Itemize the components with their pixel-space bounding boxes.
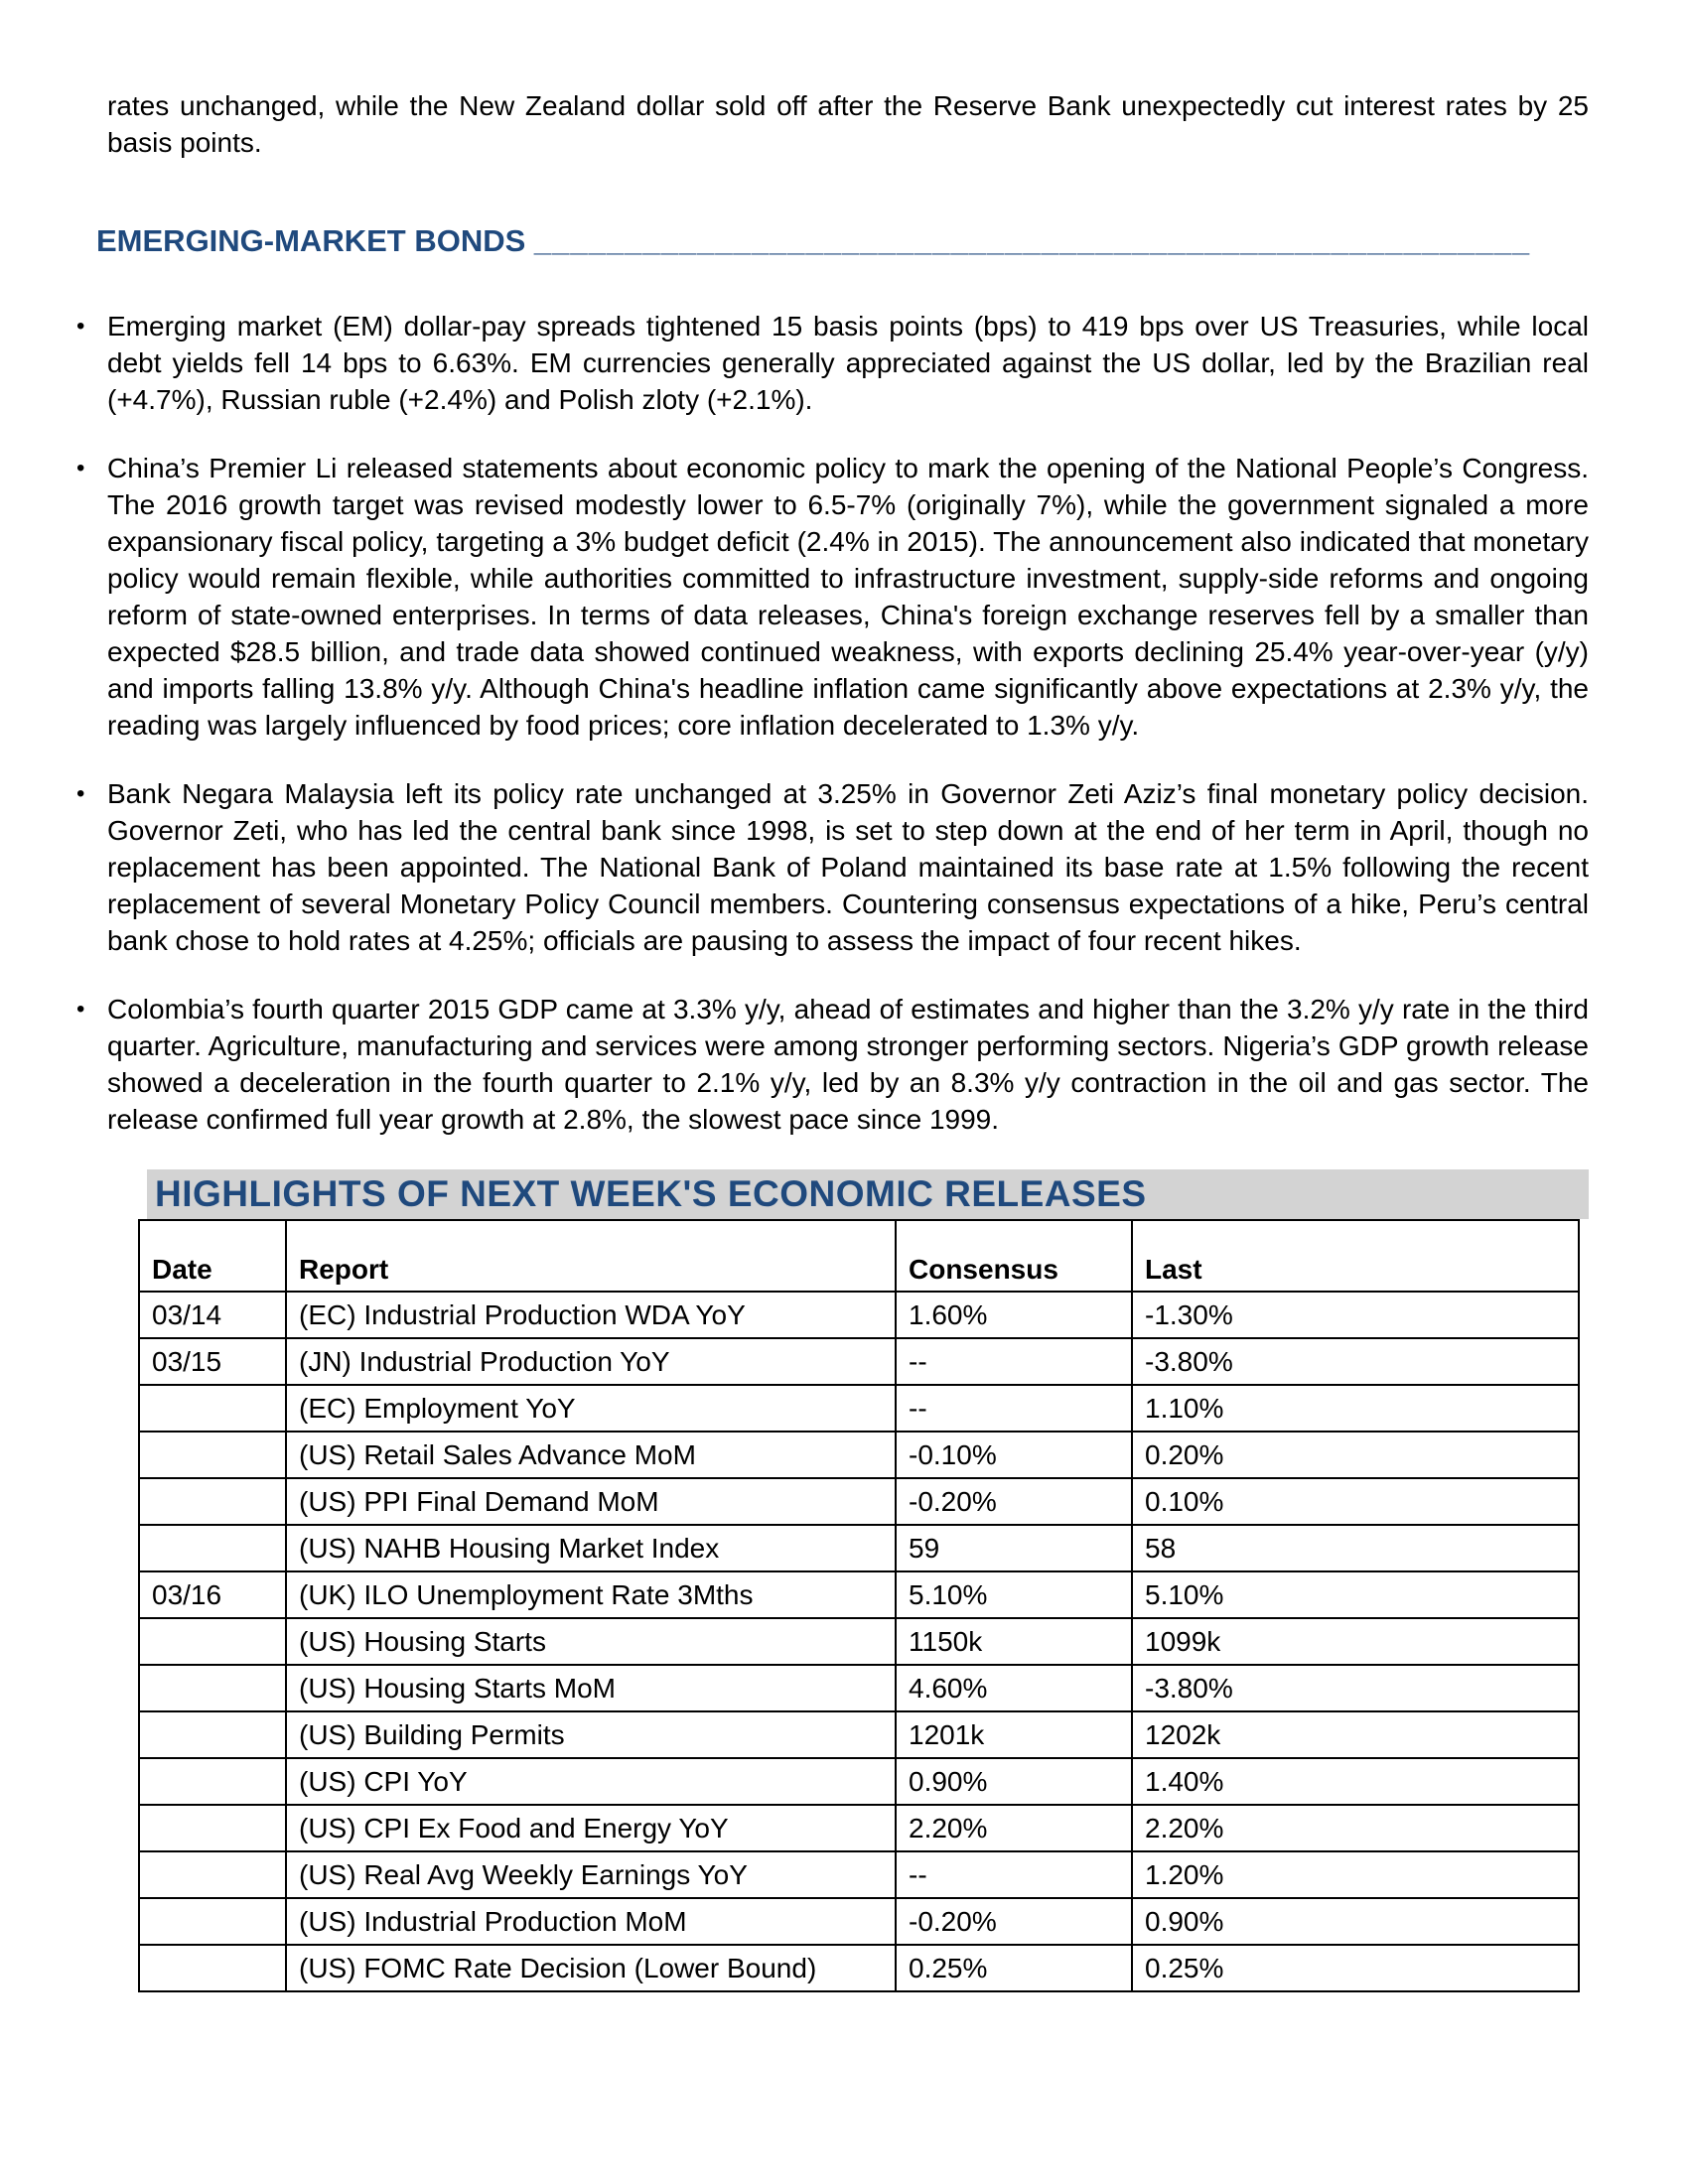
economic-releases-section — [107, 1169, 1589, 1992]
cell-consensus: 1.60% — [896, 1292, 1132, 1338]
column-header-last: Last — [1132, 1220, 1579, 1292]
section-heading — [96, 218, 1589, 264]
bullet-marker: • — [76, 996, 85, 1023]
cell-consensus: -- — [896, 1385, 1132, 1432]
cell-last: 1.20% — [1132, 1851, 1579, 1898]
table-row — [139, 1385, 1579, 1432]
intro-paragraph: rates unchanged, while the New Zealand dollar sold off after the Reserve Bank unexpectedly cut interest rates by 25 basis points. — [107, 90, 1589, 158]
cell-date: 03/16 — [139, 1571, 286, 1618]
cell-date: 03/14 — [139, 1292, 286, 1338]
column-header-report: Report — [286, 1220, 896, 1292]
cell-date: 03/15 — [139, 1338, 286, 1385]
table-row — [139, 1758, 1579, 1805]
cell-report: (EC) Industrial Production WDA YoY — [286, 1292, 896, 1338]
cell-last: 0.25% — [1132, 1945, 1579, 1991]
bullet-list — [76, 308, 1589, 1138]
bullet-item — [76, 450, 1589, 744]
cell-consensus: -0.20% — [896, 1898, 1132, 1945]
cell-report: (US) PPI Final Demand MoM — [286, 1478, 896, 1525]
cell-last: 0.10% — [1132, 1478, 1579, 1525]
table-row — [139, 1478, 1579, 1525]
table-row — [139, 1292, 1579, 1338]
cell-date — [139, 1525, 286, 1571]
cell-report: (US) Real Avg Weekly Earnings YoY — [286, 1851, 896, 1898]
cell-consensus: 4.60% — [896, 1665, 1132, 1711]
table-header-row — [139, 1220, 1579, 1292]
table-row — [139, 1618, 1579, 1665]
cell-date — [139, 1385, 286, 1432]
table-body — [139, 1292, 1579, 1991]
cell-consensus: 5.10% — [896, 1571, 1132, 1618]
cell-last: 1.40% — [1132, 1758, 1579, 1805]
cell-date — [139, 1805, 286, 1851]
cell-date — [139, 1432, 286, 1478]
cell-consensus: 1150k — [896, 1618, 1132, 1665]
cell-last: 2.20% — [1132, 1805, 1579, 1851]
cell-consensus: 59 — [896, 1525, 1132, 1571]
cell-last: 0.90% — [1132, 1898, 1579, 1945]
cell-report: (US) FOMC Rate Decision (Lower Bound) — [286, 1945, 896, 1991]
bullet-text-china: China’s Premier Li released statements about economic policy to mark the opening of the National People’s Congress. The 2016 growth target was revised modestly lower to 6.5-7% (originally 7%), while the government signaled a more expansionary fiscal policy, targeting a 3% budget deficit (2.4% in 2015). The announcement also indicated that monetary policy would remain flexible, while authorities committed to infrastructure investment, supply-side reforms and ongoing reform of state-owned enterprises. In terms of data releases, China's foreign exchange reserves fell by a smaller than expected $28.5 billion, and trade data showed continued weakness, with exports declining 25.4% year-over-year (y/y) and imports falling 13.8% y/y. Although China's headline inflation came significantly above expectations at 2.3% y/y, the reading was largely influenced by food prices; core inflation decelerated to 1.3% y/y. — [107, 453, 1589, 741]
cell-last: -3.80% — [1132, 1338, 1579, 1385]
cell-date — [139, 1478, 286, 1525]
cell-date — [139, 1945, 286, 1991]
table-row — [139, 1851, 1579, 1898]
bullet-marker: • — [76, 780, 85, 807]
table-row — [139, 1220, 1579, 1292]
cell-last: -1.30% — [1132, 1292, 1579, 1338]
cell-consensus: 0.90% — [896, 1758, 1132, 1805]
cell-report: (UK) ILO Unemployment Rate 3Mths — [286, 1571, 896, 1618]
table-row — [139, 1571, 1579, 1618]
section-heading-rule: _______________________________________________________ — [533, 223, 1531, 258]
cell-consensus: 2.20% — [896, 1805, 1132, 1851]
cell-report: (US) Industrial Production MoM — [286, 1898, 896, 1945]
cell-report: (JN) Industrial Production YoY — [286, 1338, 896, 1385]
economic-releases-table — [138, 1219, 1580, 1992]
table-row — [139, 1338, 1579, 1385]
cell-report: (US) CPI YoY — [286, 1758, 896, 1805]
bullet-marker: • — [76, 313, 85, 340]
cell-date — [139, 1618, 286, 1665]
cell-last: 5.10% — [1132, 1571, 1579, 1618]
cell-date — [139, 1665, 286, 1711]
table-section-title: HIGHLIGHTS OF NEXT WEEK'S ECONOMIC RELEASES — [155, 1173, 1147, 1214]
cell-date — [139, 1758, 286, 1805]
table-row — [139, 1805, 1579, 1851]
section-heading-title: EMERGING-MARKET BONDS — [96, 223, 526, 258]
cell-consensus: -- — [896, 1851, 1132, 1898]
bullet-text-em-spreads: Emerging market (EM) dollar-pay spreads tightened 15 basis points (bps) to 419 bps over US Treasuries, while local debt yields fell 14 bps to 6.63%. EM currencies generally appreciated against the US dollar, led by the Brazilian real (+4.7%), Russian ruble (+2.4%) and Polish zloty (+2.1%). — [107, 311, 1589, 415]
bullet-text-malaysia: Bank Negara Malaysia left its policy rate unchanged at 3.25% in Governor Zeti Aziz’s final monetary policy decision. Governor Zeti, who has led the central bank since 1998, is set to step down at the end of her term in April, though no replacement has been appointed. The National Bank of Poland maintained its base rate at 1.5% following the recent replacement of several Monetary Policy Council members. Countering consensus expectations of a hike, Peru’s central bank chose to hold rates at 4.25%; officials are pausing to assess the impact of four recent hikes. — [107, 778, 1589, 956]
bullet-marker: • — [76, 455, 85, 481]
table-row — [139, 1432, 1579, 1478]
cell-last: 1202k — [1132, 1711, 1579, 1758]
cell-consensus: 0.25% — [896, 1945, 1132, 1991]
cell-report: (US) Housing Starts MoM — [286, 1665, 896, 1711]
cell-last: 1.10% — [1132, 1385, 1579, 1432]
cell-consensus: 1201k — [896, 1711, 1132, 1758]
table-row — [139, 1945, 1579, 1991]
cell-date — [139, 1851, 286, 1898]
column-header-consensus: Consensus — [896, 1220, 1132, 1292]
bullet-text-colombia: Colombia’s fourth quarter 2015 GDP came at 3.3% y/y, ahead of estimates and higher than the 3.2% y/y rate in the third quarter. Agriculture, manufacturing and services were among stronger performing sectors. Nigeria’s GDP growth release showed a deceleration in the fourth quarter to 2.1% y/y, led by an 8.3% y/y contraction in the oil and gas sector. The release confirmed full year growth at 2.8%, the slowest pace since 1999. — [107, 994, 1589, 1135]
cell-report: (US) NAHB Housing Market Index — [286, 1525, 896, 1571]
cell-date — [139, 1898, 286, 1945]
column-header-date: Date — [139, 1220, 286, 1292]
cell-consensus: -- — [896, 1338, 1132, 1385]
cell-last: 0.20% — [1132, 1432, 1579, 1478]
cell-report: (US) Housing Starts — [286, 1618, 896, 1665]
table-section-header — [147, 1169, 1589, 1219]
table-row — [139, 1711, 1579, 1758]
cell-last: 58 — [1132, 1525, 1579, 1571]
bullet-item — [76, 775, 1589, 959]
bullet-item — [76, 308, 1589, 418]
cell-date — [139, 1711, 286, 1758]
cell-report: (US) CPI Ex Food and Energy YoY — [286, 1805, 896, 1851]
cell-last: -3.80% — [1132, 1665, 1579, 1711]
cell-consensus: -0.20% — [896, 1478, 1132, 1525]
cell-report: (US) Building Permits — [286, 1711, 896, 1758]
cell-report: (US) Retail Sales Advance MoM — [286, 1432, 896, 1478]
table-row — [139, 1898, 1579, 1945]
cell-consensus: -0.10% — [896, 1432, 1132, 1478]
table-row — [139, 1525, 1579, 1571]
table-row — [139, 1665, 1579, 1711]
cell-last: 1099k — [1132, 1618, 1579, 1665]
bullet-item — [76, 991, 1589, 1138]
cell-report: (EC) Employment YoY — [286, 1385, 896, 1432]
